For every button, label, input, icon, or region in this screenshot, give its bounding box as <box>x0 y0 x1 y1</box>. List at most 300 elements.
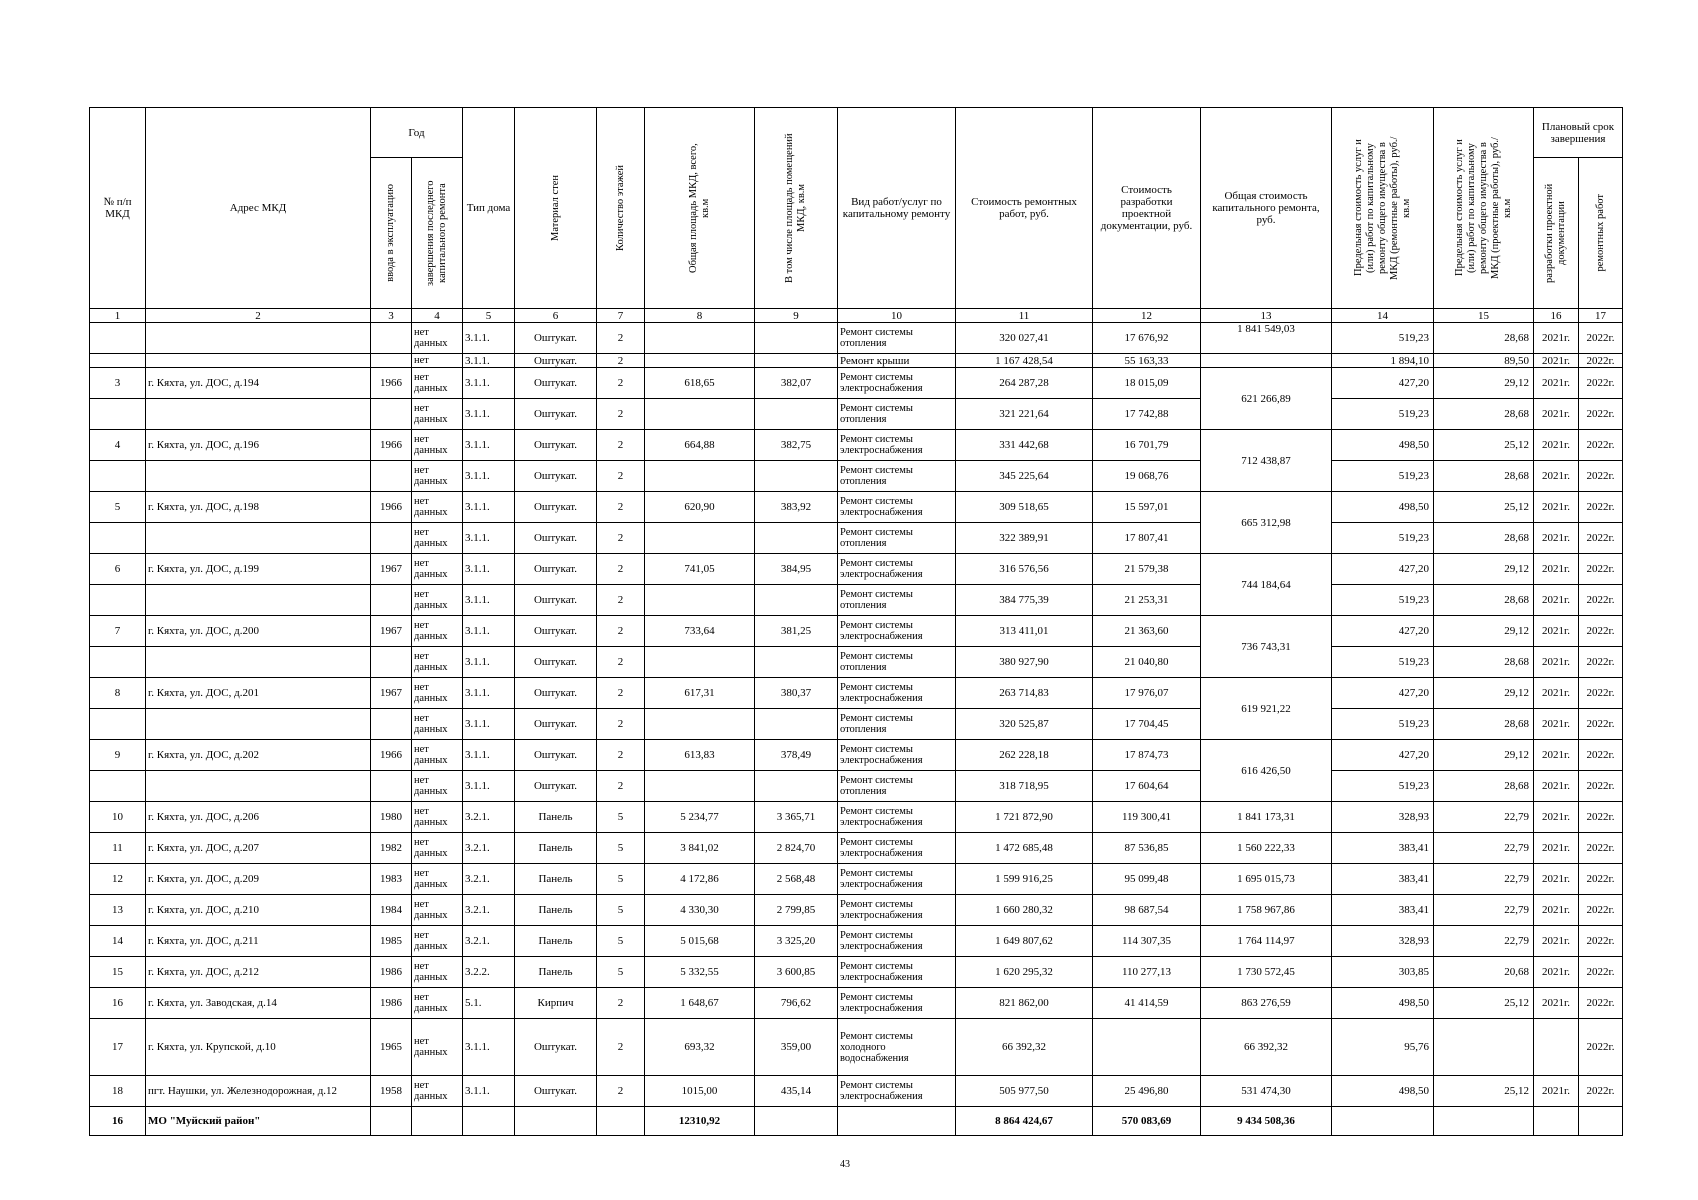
limit-design-cell: 25,12 <box>1434 430 1534 461</box>
premises-area-cell: 381,25 <box>755 616 838 647</box>
total-design-cost-cell: 570 083,69 <box>1093 1107 1201 1136</box>
term-repair-cell: 2022г. <box>1579 895 1623 926</box>
row-number-cell: 17 <box>90 1019 146 1076</box>
table-cell <box>412 1107 463 1136</box>
house-type-cell: 3.1.1. <box>463 1076 515 1107</box>
term-repair-cell: 2022г. <box>1579 492 1623 523</box>
total-area-sum-cell: 12310,92 <box>645 1107 755 1136</box>
total-row <box>90 1107 1623 1136</box>
table-cell <box>90 709 146 740</box>
year-cell: 1966 <box>371 430 412 461</box>
repair-cost-cell: 1 167 428,54 <box>956 354 1093 368</box>
limit-design-cell: 25,12 <box>1434 492 1534 523</box>
total-cost-cell: 712 438,87 <box>1201 430 1332 492</box>
table-cell <box>755 523 838 554</box>
address-cell: г. Кяхта, ул. ДОС, д.211 <box>146 926 371 957</box>
repair-cost-cell: 1 472 685,48 <box>956 833 1093 864</box>
header-address: Адрес МКД <box>146 108 371 309</box>
table-cell <box>371 709 412 740</box>
limit-repair-cell: 427,20 <box>1332 554 1434 585</box>
table-row <box>90 678 1623 709</box>
year-cell: 1965 <box>371 1019 412 1076</box>
table-cell <box>371 647 412 678</box>
floors-cell: 2 <box>597 616 645 647</box>
limit-design-cell: 28,68 <box>1434 461 1534 492</box>
limit-design-cell: 28,68 <box>1434 709 1534 740</box>
total-cost-cell: 744 184,64 <box>1201 554 1332 616</box>
wall-material-cell: Оштукат. <box>515 461 597 492</box>
limit-repair-cell: 519,23 <box>1332 585 1434 616</box>
house-type-cell: 3.1.1. <box>463 585 515 616</box>
floors-cell: 2 <box>597 554 645 585</box>
table-cell <box>755 461 838 492</box>
design-cost-cell: 21 040,80 <box>1093 647 1201 678</box>
year-cell: 1966 <box>371 740 412 771</box>
floors-cell: 2 <box>597 523 645 554</box>
limit-repair-cell: 519,23 <box>1332 523 1434 554</box>
premises-area-cell: 2 824,70 <box>755 833 838 864</box>
limit-repair-cell: 383,41 <box>1332 833 1434 864</box>
design-cost-cell: 55 163,33 <box>1093 354 1201 368</box>
term-repair-cell: 2022г. <box>1579 926 1623 957</box>
wall-material-cell: Оштукат. <box>515 1076 597 1107</box>
work-type-cell: Ремонт системы отопления <box>838 709 956 740</box>
table-row <box>90 523 1623 554</box>
table-cell <box>645 323 755 354</box>
limit-repair-cell: 519,23 <box>1332 647 1434 678</box>
table-cell <box>645 354 755 368</box>
table-cell <box>371 354 412 368</box>
design-cost-cell: 18 015,09 <box>1093 368 1201 399</box>
table-cell <box>146 399 371 430</box>
row-number-cell: 16 <box>90 988 146 1019</box>
repair-cost-cell: 316 576,56 <box>956 554 1093 585</box>
repair-cost-cell: 320 027,41 <box>956 323 1093 354</box>
row-number-cell: 13 <box>90 895 146 926</box>
limit-repair-cell: 328,93 <box>1332 802 1434 833</box>
limit-repair-cell: 303,85 <box>1332 957 1434 988</box>
total-cost-cell: 66 392,32 <box>1201 1019 1332 1076</box>
house-type-cell: 3.2.1. <box>463 864 515 895</box>
term-repair-cell: 2022г. <box>1579 771 1623 802</box>
total-repair-cost-cell: 8 864 424,67 <box>956 1107 1093 1136</box>
term-repair-cell: 2022г. <box>1579 323 1623 354</box>
column-number: 13 <box>1201 309 1332 323</box>
no-data-cell: нет данных <box>412 988 463 1019</box>
design-cost-cell: 19 068,76 <box>1093 461 1201 492</box>
wall-material-cell: Кирпич <box>515 988 597 1019</box>
wall-material-cell: Оштукат. <box>515 368 597 399</box>
design-cost-cell: 17 604,64 <box>1093 771 1201 802</box>
header-repair-cost: Стоимость ремонтных работ, руб. <box>956 108 1093 309</box>
column-number: 17 <box>1579 309 1623 323</box>
table-cell <box>90 585 146 616</box>
total-area-cell: 664,88 <box>645 430 755 461</box>
term-design-cell: 2021г. <box>1534 957 1579 988</box>
house-type-cell: 3.1.1. <box>463 523 515 554</box>
work-type-cell: Ремонт системы отопления <box>838 399 956 430</box>
header-design-cost: Стоимость разработки проектной документации, руб. <box>1093 108 1201 309</box>
address-cell: пгт. Наушки, ул. Железнодорожная, д.12 <box>146 1076 371 1107</box>
year-cell: 1980 <box>371 802 412 833</box>
table-cell <box>146 709 371 740</box>
wall-material-cell: Оштукат. <box>515 492 597 523</box>
term-design-cell: 2021г. <box>1534 678 1579 709</box>
total-area-cell: 5 332,55 <box>645 957 755 988</box>
table-cell <box>371 323 412 354</box>
table-cell <box>1434 1107 1534 1136</box>
column-number: 12 <box>1093 309 1201 323</box>
premises-area-cell: 2 568,48 <box>755 864 838 895</box>
design-cost-cell: 87 536,85 <box>1093 833 1201 864</box>
address-cell: г. Кяхта, ул. ДОС, д.194 <box>146 368 371 399</box>
premises-area-cell: 383,92 <box>755 492 838 523</box>
year-cell: 1983 <box>371 864 412 895</box>
total-cost-cell: 619 921,22 <box>1201 678 1332 740</box>
year-cell: 1986 <box>371 957 412 988</box>
term-design-cell: 2021г. <box>1534 399 1579 430</box>
total-number-cell: 16 <box>90 1107 146 1136</box>
total-cost-cell: 616 426,50 <box>1201 740 1332 802</box>
house-type-cell: 3.1.1. <box>463 771 515 802</box>
house-type-cell: 3.1.1. <box>463 678 515 709</box>
work-type-cell: Ремонт системы электроснабжения <box>838 802 956 833</box>
table-cell <box>146 647 371 678</box>
year-cell: 1967 <box>371 554 412 585</box>
house-type-cell: 3.2.1. <box>463 802 515 833</box>
wall-material-cell: Оштукат. <box>515 709 597 740</box>
no-data-cell: нет данных <box>412 554 463 585</box>
floors-cell: 5 <box>597 802 645 833</box>
design-cost-cell: 98 687,54 <box>1093 895 1201 926</box>
row-number-cell: 3 <box>90 368 146 399</box>
repair-cost-cell: 1 599 916,25 <box>956 864 1093 895</box>
table-cell <box>645 399 755 430</box>
limit-design-cell: 28,68 <box>1434 523 1534 554</box>
wall-material-cell: Оштукат. <box>515 647 597 678</box>
floors-cell: 2 <box>597 678 645 709</box>
year-cell: 1966 <box>371 492 412 523</box>
house-type-cell: 3.2.1. <box>463 895 515 926</box>
term-repair-cell: 2022г. <box>1579 1076 1623 1107</box>
work-type-cell: Ремонт системы электроснабжения <box>838 678 956 709</box>
limit-design-cell: 22,79 <box>1434 833 1534 864</box>
no-data-cell: нет данных <box>412 323 463 354</box>
limit-design-cell: 29,12 <box>1434 740 1534 771</box>
limit-repair-cell: 95,76 <box>1332 1019 1434 1076</box>
column-number: 8 <box>645 309 755 323</box>
total-area-cell: 1 648,67 <box>645 988 755 1019</box>
work-type-cell: Ремонт системы электроснабжения <box>838 368 956 399</box>
table-row <box>90 368 1623 399</box>
table-cell <box>1201 354 1332 368</box>
table-cell <box>146 771 371 802</box>
header-term-repair: ремонтных работ <box>1579 158 1623 309</box>
wall-material-cell: Оштукат. <box>515 354 597 368</box>
total-area-cell: 693,32 <box>645 1019 755 1076</box>
address-cell: г. Кяхта, ул. ДОС, д.206 <box>146 802 371 833</box>
table-row <box>90 926 1623 957</box>
term-repair-cell: 2022г. <box>1579 616 1623 647</box>
address-cell: г. Кяхта, ул. Заводская, д.14 <box>146 988 371 1019</box>
term-design-cell: 2021г. <box>1534 647 1579 678</box>
term-repair-cell: 2022г. <box>1579 461 1623 492</box>
repair-cost-cell: 263 714,83 <box>956 678 1093 709</box>
row-number-cell: 9 <box>90 740 146 771</box>
total-area-cell: 5 015,68 <box>645 926 755 957</box>
design-cost-cell: 114 307,35 <box>1093 926 1201 957</box>
term-design-cell: 2021г. <box>1534 461 1579 492</box>
house-type-cell: 3.1.1. <box>463 1019 515 1076</box>
limit-repair-cell: 519,23 <box>1332 709 1434 740</box>
limit-repair-cell: 498,50 <box>1332 492 1434 523</box>
limit-design-cell: 28,68 <box>1434 585 1534 616</box>
wall-material-cell: Оштукат. <box>515 399 597 430</box>
total-area-cell: 733,64 <box>645 616 755 647</box>
design-cost-cell: 110 277,13 <box>1093 957 1201 988</box>
table-row <box>90 616 1623 647</box>
header-term-group: Плановый срок завершения <box>1534 108 1623 158</box>
wall-material-cell: Оштукат. <box>515 740 597 771</box>
header-term-design: разработки проектной документации <box>1534 158 1579 309</box>
page-number: 43 <box>840 1159 850 1170</box>
table-row <box>90 1076 1623 1107</box>
table-cell <box>645 461 755 492</box>
table-cell <box>645 647 755 678</box>
table-cell <box>755 709 838 740</box>
limit-repair-cell: 427,20 <box>1332 368 1434 399</box>
house-type-cell: 3.2.2. <box>463 957 515 988</box>
limit-repair-cell: 519,23 <box>1332 461 1434 492</box>
no-data-cell: нет данных <box>412 492 463 523</box>
design-cost-cell: 119 300,41 <box>1093 802 1201 833</box>
term-design-cell: 2021г. <box>1534 368 1579 399</box>
wall-material-cell: Панель <box>515 833 597 864</box>
address-cell: г. Кяхта, ул. ДОС, д.201 <box>146 678 371 709</box>
table-cell <box>371 399 412 430</box>
repair-cost-cell: 331 442,68 <box>956 430 1093 461</box>
table-row <box>90 430 1623 461</box>
repair-cost-cell: 1 620 295,32 <box>956 957 1093 988</box>
wall-material-cell: Оштукат. <box>515 678 597 709</box>
limit-design-cell: 28,68 <box>1434 647 1534 678</box>
term-design-cell: 2021г. <box>1534 554 1579 585</box>
table-cell <box>90 523 146 554</box>
house-type-cell: 3.2.1. <box>463 926 515 957</box>
work-type-cell: Ремонт системы электроснабжения <box>838 1076 956 1107</box>
floors-cell: 5 <box>597 833 645 864</box>
term-design-cell: 2021г. <box>1534 709 1579 740</box>
work-type-cell: Ремонт крыши <box>838 354 956 368</box>
design-cost-cell: 17 874,73 <box>1093 740 1201 771</box>
limit-design-cell: 28,68 <box>1434 771 1534 802</box>
table-cell <box>146 461 371 492</box>
work-type-cell: Ремонт системы электроснабжения <box>838 492 956 523</box>
total-label-cell: МО "Муйский район" <box>146 1107 371 1136</box>
table-cell <box>645 771 755 802</box>
address-cell: г. Кяхта, ул. ДОС, д.209 <box>146 864 371 895</box>
term-repair-cell: 2022г. <box>1579 988 1623 1019</box>
floors-cell: 2 <box>597 461 645 492</box>
column-number: 11 <box>956 309 1093 323</box>
year-cell: 1967 <box>371 678 412 709</box>
no-data-cell: нет данных <box>412 833 463 864</box>
term-design-cell: 2021г. <box>1534 740 1579 771</box>
term-design-cell: 2021г. <box>1534 864 1579 895</box>
premises-area-cell: 796,62 <box>755 988 838 1019</box>
table-row <box>90 585 1623 616</box>
table-row <box>90 354 1623 368</box>
design-cost-cell: 17 976,07 <box>1093 678 1201 709</box>
term-repair-cell: 2022г. <box>1579 1019 1623 1076</box>
no-data-cell: нет данных <box>412 461 463 492</box>
term-repair-cell: 2022г. <box>1579 354 1623 368</box>
limit-repair-cell: 383,41 <box>1332 895 1434 926</box>
term-repair-cell: 2022г. <box>1579 647 1623 678</box>
term-design-cell: 2021г. <box>1534 323 1579 354</box>
row-number-cell: 6 <box>90 554 146 585</box>
term-design-cell: 2021г. <box>1534 895 1579 926</box>
limit-design-cell: 22,79 <box>1434 895 1534 926</box>
table-cell <box>755 585 838 616</box>
no-data-cell: нет данных <box>412 802 463 833</box>
row-number-cell: 14 <box>90 926 146 957</box>
wall-material-cell: Оштукат. <box>515 585 597 616</box>
table-cell <box>755 647 838 678</box>
total-area-cell: 613,83 <box>645 740 755 771</box>
term-repair-cell: 2022г. <box>1579 864 1623 895</box>
row-number-cell: 11 <box>90 833 146 864</box>
floors-cell: 2 <box>597 585 645 616</box>
house-type-cell: 3.2.1. <box>463 833 515 864</box>
row-number-cell: 7 <box>90 616 146 647</box>
total-cost-cell: 1 730 572,45 <box>1201 957 1332 988</box>
table-row <box>90 647 1623 678</box>
table-cell <box>146 585 371 616</box>
table-cell <box>463 1107 515 1136</box>
work-type-cell: Ремонт системы электроснабжения <box>838 864 956 895</box>
limit-design-cell <box>1434 1019 1534 1076</box>
address-cell: г. Кяхта, ул. ДОС, д.207 <box>146 833 371 864</box>
column-number: 1 <box>90 309 146 323</box>
design-cost-cell: 21 363,60 <box>1093 616 1201 647</box>
table-cell <box>146 323 371 354</box>
floors-cell: 5 <box>597 926 645 957</box>
table-body <box>90 323 1623 1136</box>
wall-material-cell: Оштукат. <box>515 1019 597 1076</box>
no-data-cell: нет данных <box>412 926 463 957</box>
row-number-cell: 5 <box>90 492 146 523</box>
no-data-cell: нет данных <box>412 430 463 461</box>
table-cell <box>597 1107 645 1136</box>
floors-cell: 2 <box>597 740 645 771</box>
house-type-cell: 3.1.1. <box>463 709 515 740</box>
premises-area-cell: 380,37 <box>755 678 838 709</box>
header-total-cost: Общая стоимость капитального ремонта, руб. <box>1201 108 1332 309</box>
work-type-cell: Ремонт системы отопления <box>838 461 956 492</box>
limit-design-cell: 22,79 <box>1434 926 1534 957</box>
term-repair-cell: 2022г. <box>1579 709 1623 740</box>
table-row <box>90 957 1623 988</box>
repair-program-table-sheet <box>89 107 1622 1136</box>
table-cell <box>645 523 755 554</box>
repair-cost-cell: 320 525,87 <box>956 709 1093 740</box>
table-cell <box>90 771 146 802</box>
no-data-cell: нет <box>412 354 463 368</box>
house-type-cell: 3.1.1. <box>463 399 515 430</box>
work-type-cell: Ремонт системы электроснабжения <box>838 554 956 585</box>
limit-design-cell: 28,68 <box>1434 323 1534 354</box>
header-num: № п/п МКД <box>90 108 146 309</box>
table-cell <box>1579 1107 1623 1136</box>
repair-cost-cell: 384 775,39 <box>956 585 1093 616</box>
total-area-cell: 5 234,77 <box>645 802 755 833</box>
design-cost-cell: 41 414,59 <box>1093 988 1201 1019</box>
table-cell <box>755 771 838 802</box>
repair-cost-cell: 313 411,01 <box>956 616 1093 647</box>
wall-material-cell: Оштукат. <box>515 771 597 802</box>
wall-material-cell: Панель <box>515 864 597 895</box>
table-cell <box>371 771 412 802</box>
house-type-cell: 3.1.1. <box>463 323 515 354</box>
term-repair-cell: 2022г. <box>1579 740 1623 771</box>
limit-repair-cell: 427,20 <box>1332 740 1434 771</box>
table-cell <box>1534 1107 1579 1136</box>
work-type-cell: Ремонт системы отопления <box>838 647 956 678</box>
year-cell: 1958 <box>371 1076 412 1107</box>
column-number: 5 <box>463 309 515 323</box>
work-type-cell: Ремонт системы электроснабжения <box>838 430 956 461</box>
header-floors: Количество этажей <box>597 108 645 309</box>
design-cost-cell: 17 742,88 <box>1093 399 1201 430</box>
table-cell <box>1332 1107 1434 1136</box>
design-cost-cell <box>1093 1019 1201 1076</box>
table-cell <box>515 1107 597 1136</box>
limit-repair-cell: 519,23 <box>1332 323 1434 354</box>
total-cost-cell: 1 695 015,73 <box>1201 864 1332 895</box>
header-total-area: Общая площадь МКД, всего, кв.м <box>645 108 755 309</box>
row-number-cell: 8 <box>90 678 146 709</box>
limit-repair-cell: 383,41 <box>1332 864 1434 895</box>
no-data-cell: нет данных <box>412 523 463 554</box>
work-type-cell: Ремонт системы электроснабжения <box>838 957 956 988</box>
address-cell: г. Кяхта, ул. ДОС, д.212 <box>146 957 371 988</box>
no-data-cell: нет данных <box>412 399 463 430</box>
total-cost-cell: 1 841 549,03 <box>1201 323 1332 354</box>
table-cell <box>371 1107 412 1136</box>
floors-cell: 5 <box>597 864 645 895</box>
header-wall-material: Материал стен <box>515 108 597 309</box>
work-type-cell: Ремонт системы электроснабжения <box>838 926 956 957</box>
design-cost-cell: 21 579,38 <box>1093 554 1201 585</box>
address-cell: г. Кяхта, ул. ДОС, д.196 <box>146 430 371 461</box>
floors-cell: 2 <box>597 771 645 802</box>
column-number: 14 <box>1332 309 1434 323</box>
term-design-cell: 2021г. <box>1534 833 1579 864</box>
limit-repair-cell: 1 894,10 <box>1332 354 1434 368</box>
repair-cost-cell: 66 392,32 <box>956 1019 1093 1076</box>
premises-area-cell: 382,75 <box>755 430 838 461</box>
repair-cost-cell: 321 221,64 <box>956 399 1093 430</box>
year-cell: 1985 <box>371 926 412 957</box>
term-design-cell: 2021г. <box>1534 926 1579 957</box>
work-type-cell: Ремонт системы электроснабжения <box>838 616 956 647</box>
table-cell <box>755 323 838 354</box>
repair-cost-cell: 309 518,65 <box>956 492 1093 523</box>
premises-area-cell: 3 325,20 <box>755 926 838 957</box>
table-cell <box>90 461 146 492</box>
term-repair-cell: 2022г. <box>1579 430 1623 461</box>
